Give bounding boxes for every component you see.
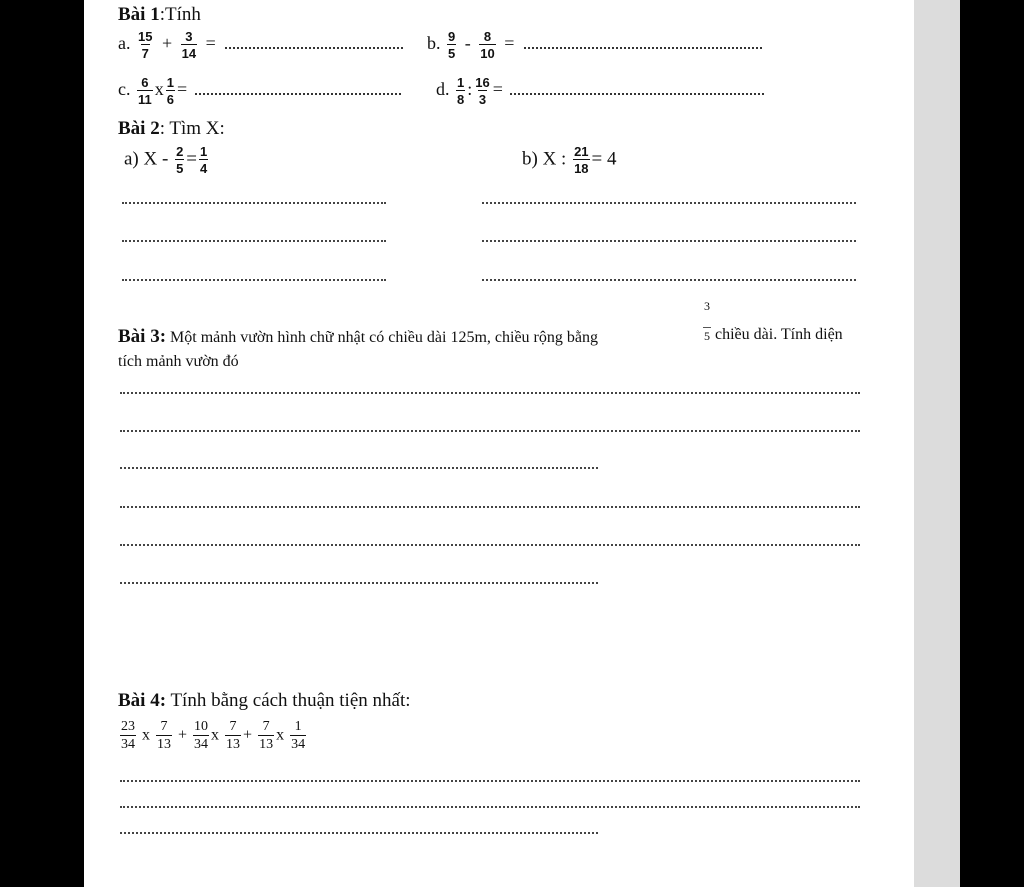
bai4-answer-line-2 (120, 806, 860, 808)
fraction: $\frac{2}{5}$ (176, 144, 184, 176)
equals-value: = 4 (591, 148, 617, 170)
answer-line (195, 92, 401, 95)
bai4-heading (118, 690, 411, 712)
bai4-answer-line-3 (120, 832, 598, 834)
item-label: b. (427, 33, 441, 54)
bai1-heading (118, 4, 201, 26)
bai3-answer-line-3 (120, 467, 598, 469)
bai1-item-d (436, 76, 764, 106)
bai4-expression (118, 720, 308, 752)
item-label: a) X - (124, 148, 169, 170)
bai3-answer-line-2 (120, 430, 860, 432)
answer-line (225, 46, 403, 49)
bai3-text-2-wrap (715, 326, 843, 344)
item-label: a. (118, 33, 131, 54)
bai2-b-line-2 (482, 240, 856, 242)
equals: = (504, 33, 515, 54)
fraction: $\frac{9}{5}$ (448, 29, 456, 61)
equals: = (176, 79, 188, 100)
equals: = (492, 79, 503, 100)
fraction: $\frac{1}{34}$ (291, 719, 306, 752)
equals: = (205, 33, 216, 54)
operator: x (276, 726, 285, 744)
bai2-item-b (522, 145, 617, 175)
item-label: b) X : (522, 148, 567, 170)
fraction: $\frac{15}{7}$ (138, 29, 153, 61)
operator: + (243, 726, 253, 744)
bai2-heading (118, 118, 225, 140)
viewer-side-panel (914, 0, 960, 887)
fraction: $\frac{7}{13}$ (259, 719, 274, 752)
bai3-fraction: $\frac{3}{5}$ (704, 299, 710, 343)
bai2-title-bold: Bài 2 (118, 118, 160, 139)
fraction: $\frac{1}{8}$ (457, 75, 465, 107)
fraction: $\frac{3}{14}$ (181, 29, 197, 61)
bai1-item-a (118, 30, 403, 60)
bai2-a-line-3 (122, 279, 386, 281)
answer-line (510, 92, 764, 95)
bai3-line-2 (118, 353, 239, 371)
bai1-title-bold: Bài 1 (118, 4, 160, 25)
operator: x (211, 726, 220, 744)
bai3-answer-line-4 (120, 506, 860, 508)
fraction: $\frac{7}{13}$ (157, 719, 171, 752)
fraction: $\frac{7}{13}$ (226, 719, 241, 752)
item-label: c. (118, 79, 131, 100)
operator: x (142, 726, 150, 744)
operator: x (154, 79, 164, 100)
bai4-title-rest: Tính bằng cách thuận tiện nhất: (166, 690, 411, 711)
bai1-item-b (427, 30, 762, 60)
bai4-answer-line-1 (120, 780, 860, 782)
bai3-title-bold: Bài 3: (118, 326, 167, 347)
bai3-answer-line-6 (120, 582, 598, 584)
bai2-b-line-3 (482, 279, 856, 281)
bai3-text-1: Một mảnh vườn hình chữ nhật có chiều dài 125m, chiều rộng bằng (170, 329, 598, 346)
fraction: $\frac{21}{18}$ (574, 144, 589, 176)
operator: + (178, 726, 188, 744)
item-label: d. (436, 79, 450, 100)
document-page (84, 0, 914, 887)
bai3-answer-line-5 (120, 544, 860, 546)
bai1-item-c (118, 76, 401, 106)
bai3-text-3: tích mảnh vườn đó (118, 353, 239, 370)
bai3-line-1 (118, 326, 598, 348)
fraction: $\frac{1}{4}$ (200, 144, 208, 176)
bai3-answer-line-1 (120, 392, 860, 394)
bai2-title-rest: : Tìm X: (159, 118, 225, 139)
fraction: $\frac{10}{34}$ (194, 719, 209, 752)
bai2-a-line-1 (122, 202, 386, 204)
equals: = (186, 148, 198, 170)
bai2-b-line-1 (482, 202, 856, 204)
answer-line (524, 46, 762, 49)
bai2-item-a (124, 145, 210, 175)
operator: - (464, 33, 471, 54)
fraction: $\frac{8}{10}$ (480, 29, 495, 61)
bai2-a-line-2 (122, 240, 386, 242)
fraction: $\frac{6}{11}$ (138, 75, 152, 107)
operator: + (161, 33, 173, 54)
operator: : (467, 79, 473, 100)
bai4-title-bold: Bài 4: (118, 690, 167, 711)
bai1-title-rest: :Tính (159, 4, 201, 25)
fraction: $\frac{1}{6}$ (166, 75, 174, 107)
fraction: $\frac{23}{34}$ (121, 719, 135, 752)
fraction: $\frac{16}{3}$ (475, 75, 490, 107)
bai3-text-2: chiều dài. Tính diện (715, 326, 843, 343)
